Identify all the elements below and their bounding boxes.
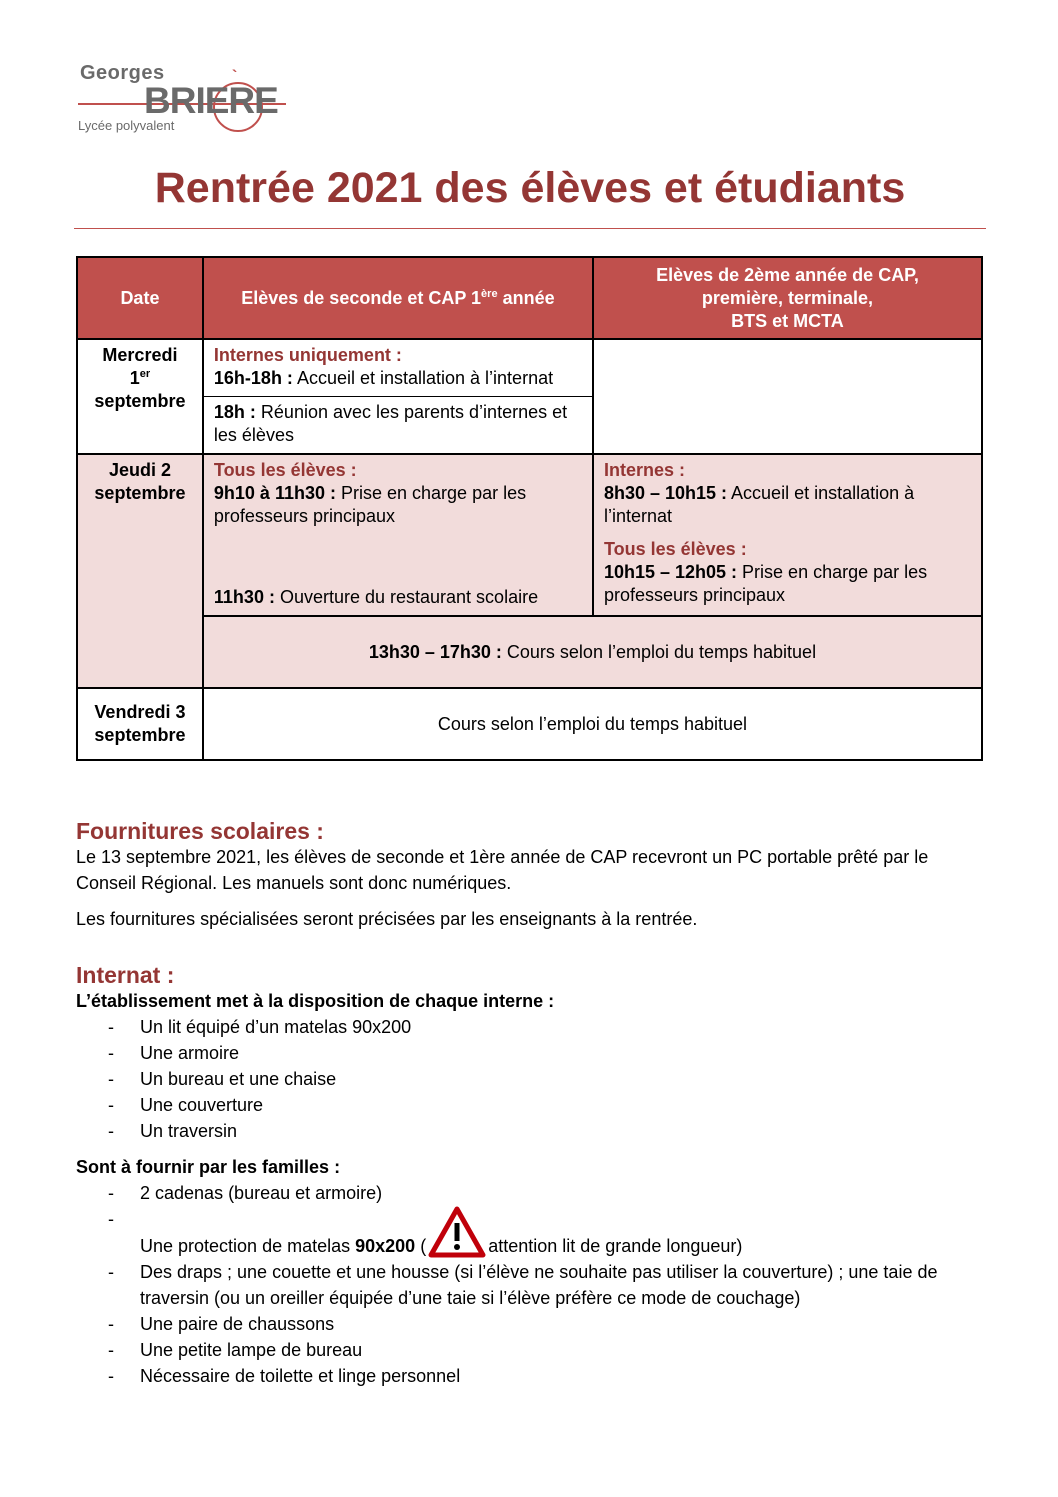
list-item: - 2 cadenas (bureau et armoire) xyxy=(108,1180,986,1206)
logo-accent: ` xyxy=(232,68,238,85)
provided-title: L’établissement met à la disposition de chaque interne : xyxy=(76,991,555,1011)
table-header-row xyxy=(77,257,982,339)
fournitures-paragraph-2: Les fournitures spécialisées seront précisées par les enseignants à la rentrée. xyxy=(76,909,698,929)
list-item: - Une armoire xyxy=(108,1040,986,1066)
list-item: - Une protection de matelas 90x200 ( attention lit de grande longueur) xyxy=(108,1206,986,1259)
header-date: Date xyxy=(77,257,203,339)
internat-title: Internat : xyxy=(76,962,175,988)
provided-list xyxy=(76,1014,986,1144)
thursday-col1: Tous les élèves : 9h10 à 11h30 : Prise en charge par les professeurs principaux 11h30 : Ouverture du restaurant scolaire xyxy=(203,454,593,616)
list-item: - Des draps ; une couette et une housse (si l’élève ne souhaite pas utiliser la couverture) ; une taie de traversin (ou un oreiller équipée d’une taie si l’élève préfère ce mode de couchage) xyxy=(108,1259,986,1311)
date-friday: Vendredi 3 septembre xyxy=(77,688,203,760)
date-thursday: Jeudi 2 septembre xyxy=(77,454,203,688)
wednesday-slot-1: Internes uniquement : 16h-18h : Accueil et installation à l’internat xyxy=(203,339,593,397)
list-item: - Un traversin xyxy=(108,1118,986,1144)
families-title: Sont à fournir par les familles : xyxy=(76,1157,341,1177)
wednesday-empty-cell xyxy=(593,339,982,454)
table-row-thursday xyxy=(77,454,982,616)
friday-schedule: Cours selon l’emploi du temps habituel xyxy=(203,688,982,760)
page-title: Rentrée 2021 des élèves et étudiants xyxy=(154,164,906,212)
thursday-col2: Internes : 8h30 – 10h15 : Accueil et installation à l’internat Tous les élèves : 10h15 – 12h05 : Prise en charge par les professeurs principaux xyxy=(593,454,982,616)
logo-firstname: Georges xyxy=(80,62,165,84)
logo-subtitle: Lycée polyvalent xyxy=(78,118,175,133)
header-col1: Elèves de seconde et CAP 1ère année xyxy=(203,257,593,339)
fournitures-paragraph-1: Le 13 septembre 2021, les élèves de seconde et 1ère année de CAP recevront un PC portable prêté par le Conseil Régional. Les manuels sont donc numériques. xyxy=(76,847,929,893)
school-logo xyxy=(78,60,293,135)
list-item: - Une paire de chaussons xyxy=(108,1311,986,1337)
fournitures-title: Fournitures scolaires : xyxy=(76,818,324,844)
table-row-friday xyxy=(77,688,982,760)
list-item: - Une couverture xyxy=(108,1092,986,1118)
title-divider xyxy=(74,228,986,229)
fournitures-section xyxy=(76,818,986,932)
wednesday-slot-2: 18h : Réunion avec les parents d’internes et les élèves xyxy=(203,397,593,455)
list-item: - Un bureau et une chaise xyxy=(108,1066,986,1092)
thursday-afternoon: 13h30 – 17h30 : Cours selon l’emploi du temps habituel xyxy=(203,616,982,688)
date-wednesday: Mercredi 1er septembre xyxy=(77,339,203,454)
list-item: - Nécessaire de toilette et linge personnel xyxy=(108,1363,986,1389)
header-col2: Elèves de 2ème année de CAP, première, terminale, BTS et MCTA xyxy=(593,257,982,339)
list-item: - Un lit équipé d’un matelas 90x200 xyxy=(108,1014,986,1040)
table-row-thursday-afternoon xyxy=(77,616,982,688)
schedule-table xyxy=(76,256,983,761)
internes-label: Internes uniquement : xyxy=(213,345,402,365)
list-item: - Une petite lampe de bureau xyxy=(108,1337,986,1363)
table-row-wednesday xyxy=(77,339,982,397)
internat-section xyxy=(76,962,986,1389)
warning-icon xyxy=(428,1206,486,1258)
logo-lastname: BRIERE xyxy=(144,80,278,121)
families-list xyxy=(76,1180,986,1389)
